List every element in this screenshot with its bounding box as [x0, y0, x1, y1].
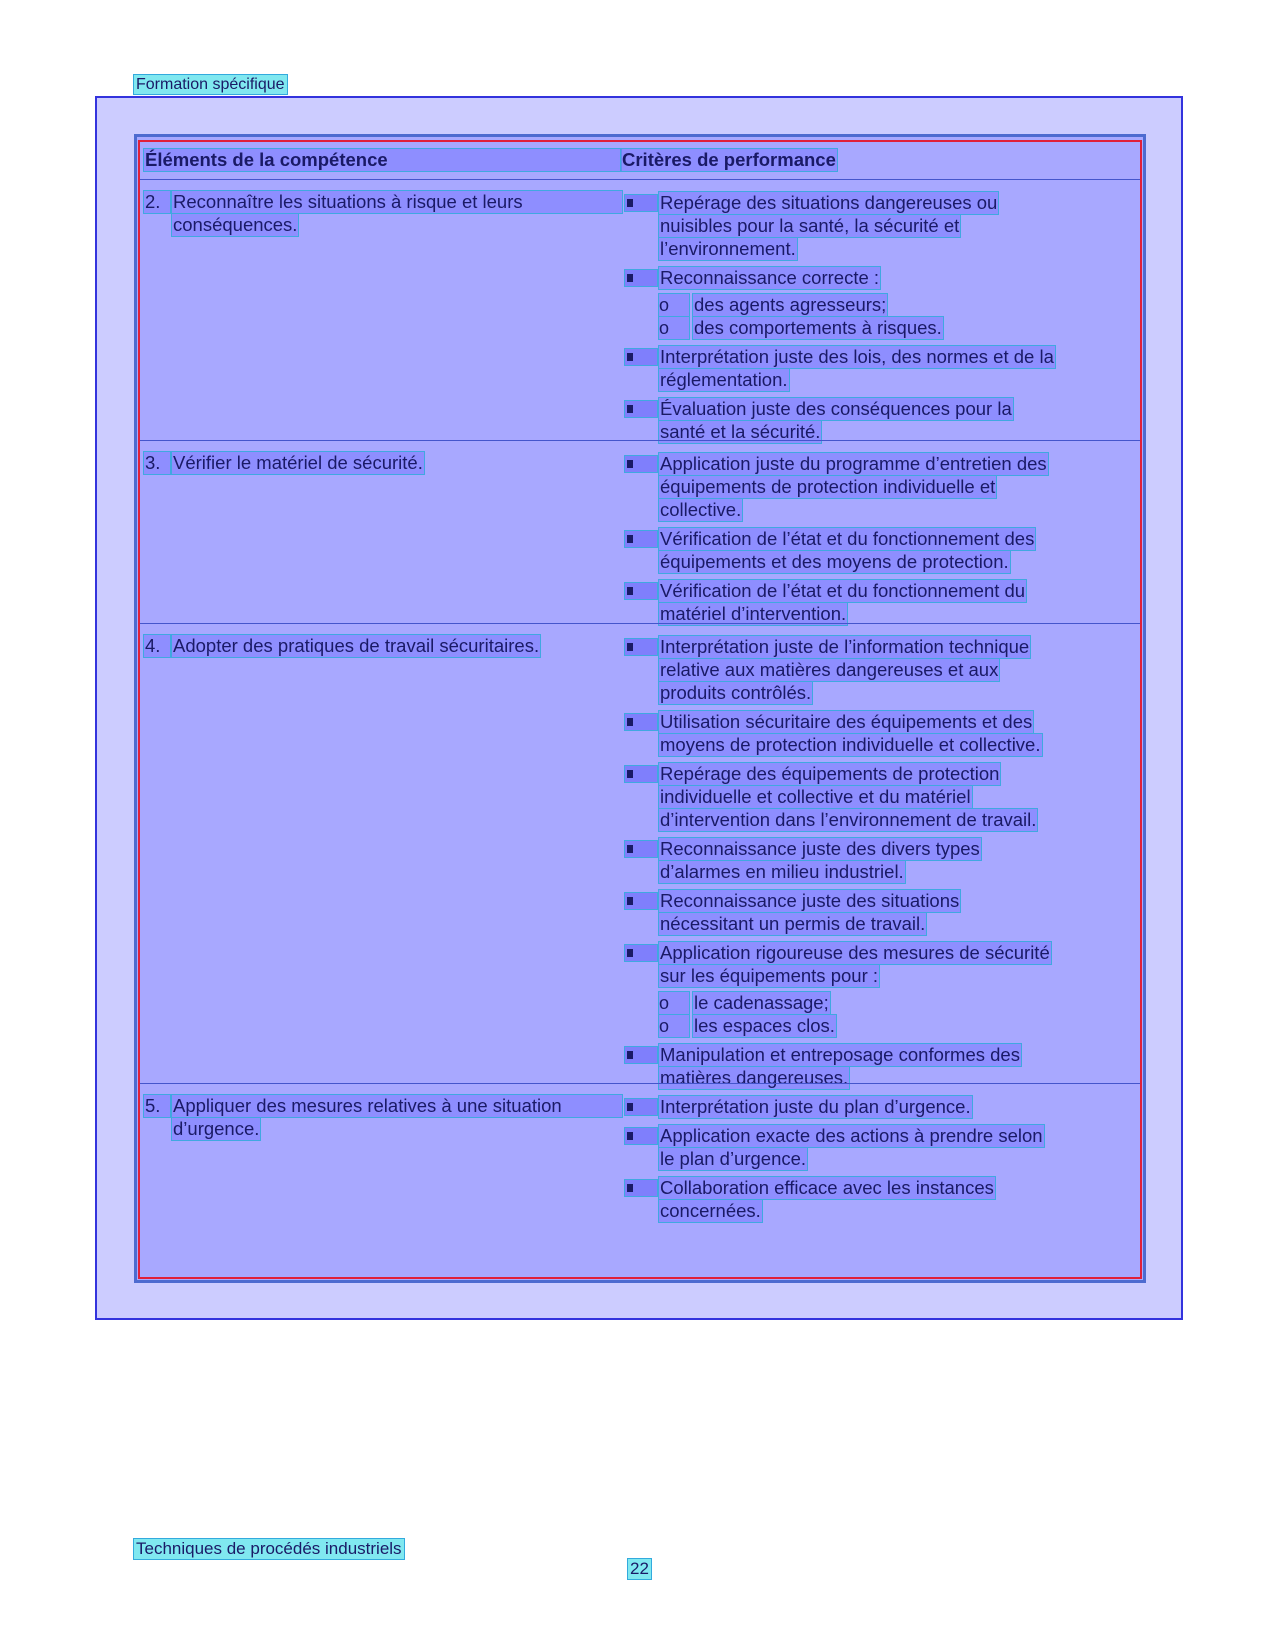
- criterion-text: Reconnaissance correcte :: [660, 267, 880, 288]
- criterion-text: nuisibles pour la santé, la sécurité et: [660, 215, 960, 236]
- criterion-text: Application exacte des actions à prendre selon: [660, 1125, 1043, 1146]
- bullet-icon: [625, 1128, 657, 1144]
- sub-criterion-text: des comportements à risques.: [694, 317, 942, 338]
- element-text: d’urgence.: [173, 1118, 260, 1139]
- bullet-icon: [625, 1180, 657, 1196]
- criterion-text: Évaluation juste des conséquences pour la: [660, 398, 1012, 419]
- criterion-text: Repérage des équipements de protection: [660, 763, 1000, 784]
- bullet-icon: [625, 349, 657, 365]
- element-text: Appliquer des mesures relatives à une situation: [172, 1095, 622, 1117]
- element-number: 4.: [144, 635, 170, 657]
- element-number: 5.: [144, 1095, 170, 1117]
- competence-table-border: [138, 140, 1142, 1279]
- table-row: [140, 1083, 1140, 1222]
- criterion-text: individuelle et collective et du matériel: [660, 786, 971, 807]
- table-row: [140, 440, 1140, 623]
- criterion-text: d’intervention dans l’environnement de travail.: [660, 809, 1037, 830]
- element-number: 3.: [144, 452, 170, 474]
- criterion-text: équipements et des moyens de protection.: [660, 551, 1009, 572]
- element-text: Reconnaître les situations à risque et leurs: [172, 191, 622, 213]
- criterion-text: sur les équipements pour :: [660, 965, 879, 986]
- sub-bullet-icon: o: [659, 317, 689, 339]
- sub-bullet-icon: o: [659, 1015, 689, 1037]
- bullet-icon: [625, 945, 657, 961]
- criterion-text: concernées.: [660, 1200, 761, 1221]
- criterion-text: Vérification de l’état et du fonctionnement du: [660, 580, 1026, 601]
- criterion-text: matériel d’intervention.: [660, 603, 847, 624]
- criterion-text: produits contrôlés.: [660, 682, 812, 703]
- element-text: Vérifier le matériel de sécurité.: [173, 452, 423, 473]
- bullet-icon: [625, 401, 657, 417]
- bullet-icon: [625, 195, 657, 211]
- criterion-text: Utilisation sécuritaire des équipements et des: [660, 711, 1033, 732]
- criterion-text: Reconnaissance juste des situations: [660, 890, 960, 911]
- footer-title: Techniques de procédés industriels: [136, 1539, 402, 1558]
- criterion-text: relative aux matières dangereuses et aux: [660, 659, 999, 680]
- criterion-text: nécessitant un permis de travail.: [660, 913, 926, 934]
- criterion-text: Repérage des situations dangereuses ou: [660, 192, 998, 213]
- bullet-icon: [625, 714, 657, 730]
- criterion-text: collective.: [660, 499, 742, 520]
- bullet-icon: [625, 583, 657, 599]
- bullet-icon: [625, 1047, 657, 1063]
- criterion-text: Manipulation et entreposage conformes des: [660, 1044, 1020, 1065]
- sub-criterion-text: les espaces clos.: [694, 1015, 835, 1036]
- sub-bullet-icon: o: [659, 294, 689, 316]
- criterion-text: réglementation.: [660, 369, 788, 390]
- criterion-text: équipements de protection individuelle et: [660, 476, 996, 497]
- bullet-icon: [625, 766, 657, 782]
- column-header-elements: Éléments de la compétence: [144, 149, 621, 171]
- criterion-text: matières dangereuses.: [660, 1067, 849, 1088]
- criterion-text: Vérification de l’état et du fonctionnement des: [660, 528, 1035, 549]
- criterion-text: santé et la sécurité.: [660, 421, 821, 442]
- bullet-icon: [625, 893, 657, 909]
- criterion-text: Application juste du programme d’entretien des: [660, 453, 1047, 474]
- criterion-text: Interprétation juste des lois, des normes et de la: [660, 346, 1054, 367]
- bullet-icon: [625, 639, 657, 655]
- bullet-icon: [625, 270, 657, 286]
- element-number: 2.: [144, 191, 170, 213]
- table-row: [140, 179, 1140, 440]
- bullet-icon: [625, 1099, 657, 1115]
- element-text: conséquences.: [173, 214, 298, 235]
- table-row: [140, 623, 1140, 1088]
- element-text: Adopter des pratiques de travail sécuritaires.: [173, 635, 540, 656]
- sub-criterion-text: des agents agresseurs;: [694, 294, 887, 315]
- criterion-text: Interprétation juste du plan d’urgence.: [660, 1096, 971, 1117]
- criterion-text: d’alarmes en milieu industriel.: [660, 861, 904, 882]
- sub-criterion-text: le cadenassage;: [694, 992, 829, 1013]
- running-header: Formation spécifique: [136, 76, 285, 93]
- criterion-text: moyens de protection individuelle et collective.: [660, 734, 1041, 755]
- criterion-text: l’environnement.: [660, 238, 796, 259]
- bullet-icon: [625, 841, 657, 857]
- criterion-text: Collaboration efficace avec les instances: [660, 1177, 994, 1198]
- page-number: 22: [630, 1559, 649, 1578]
- criterion-text: Interprétation juste de l’information technique: [660, 636, 1030, 657]
- column-header-criteria: Critères de performance: [622, 149, 836, 170]
- bullet-icon: [625, 531, 657, 547]
- sub-bullet-icon: o: [659, 992, 689, 1014]
- competence-table: [134, 134, 1146, 1283]
- criterion-text: le plan d’urgence.: [660, 1148, 807, 1169]
- bullet-icon: [625, 456, 657, 472]
- criterion-text: Reconnaissance juste des divers types: [660, 838, 980, 859]
- criterion-text: Application rigoureuse des mesures de sécurité: [660, 942, 1050, 963]
